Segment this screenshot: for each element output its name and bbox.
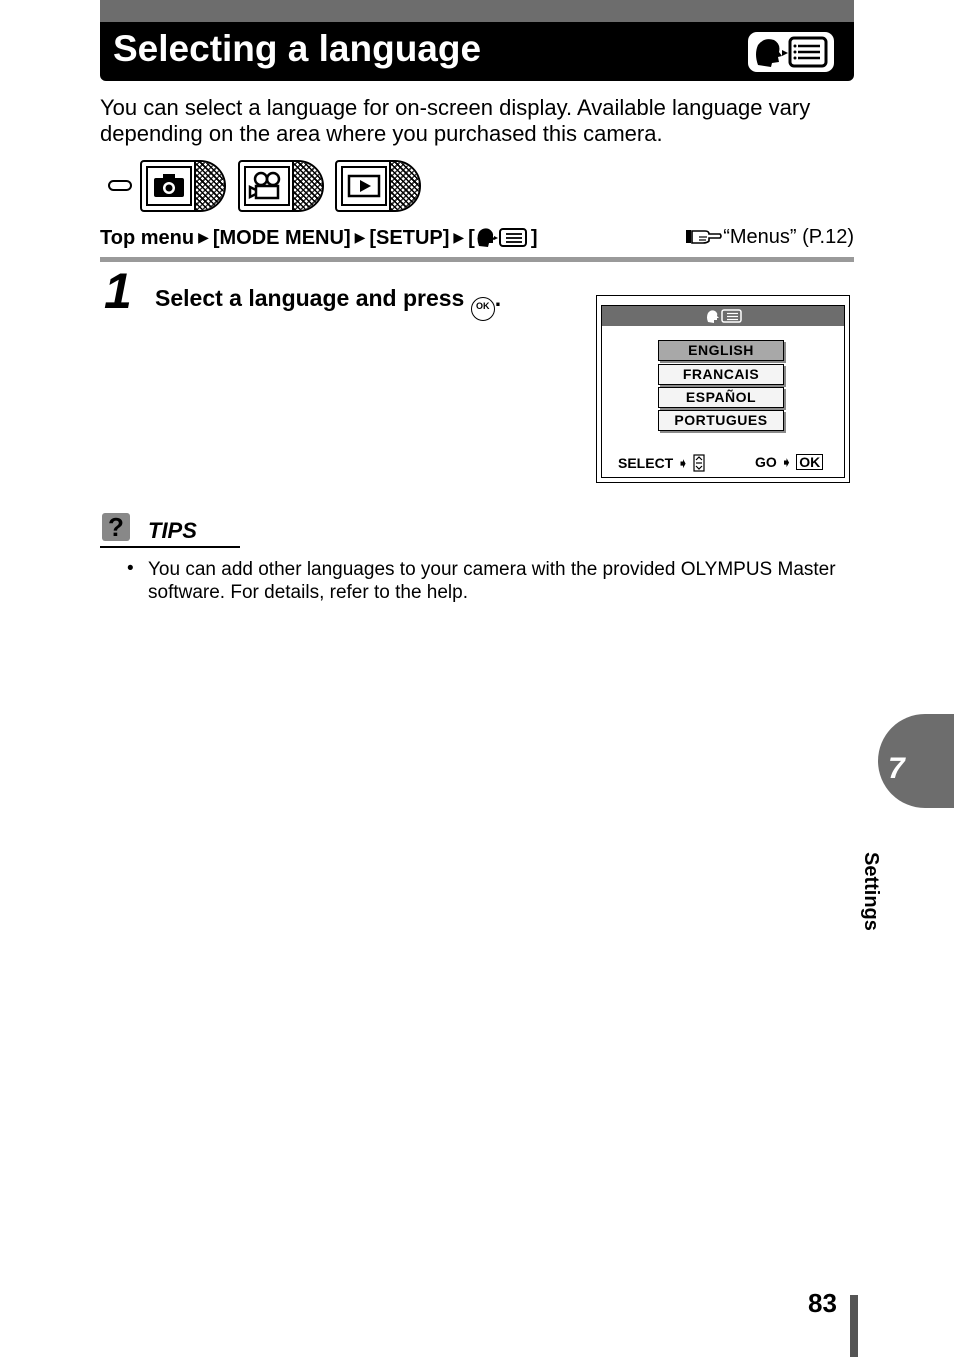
step-number: 1 xyxy=(104,263,132,319)
chapter-label xyxy=(860,808,932,931)
tips-heading: TIPS xyxy=(148,518,197,543)
step-period: . xyxy=(494,285,502,311)
lcd-frame xyxy=(601,305,845,478)
arrow-right-icon: ▶ xyxy=(354,229,366,245)
page-number: 83 xyxy=(808,1288,837,1318)
mode-movie xyxy=(238,160,324,212)
intro-paragraph: You can select a language for on-screen display. Available language vary depending on the area where you purchased this camera. xyxy=(100,95,811,146)
nav-setup: [SETUP] xyxy=(369,227,450,249)
arrow-right-icon: ➧ xyxy=(677,455,689,471)
language-icon xyxy=(706,309,744,323)
lcd-header xyxy=(602,306,844,326)
lcd-select-hint xyxy=(618,454,705,472)
section-divider xyxy=(100,257,854,262)
tips-underline xyxy=(100,546,240,548)
title-bar xyxy=(100,0,854,81)
mode-photo xyxy=(140,160,226,212)
step-instruction-text: Select a language and press xyxy=(155,285,465,311)
language-option-portugues[interactable]: PORTUGUES xyxy=(658,410,784,431)
chapter-number: 7 xyxy=(888,752,905,785)
playback-icon xyxy=(343,168,385,204)
lcd-go-hint xyxy=(755,454,823,471)
ok-button-icon: OK xyxy=(471,297,495,321)
mode-playback xyxy=(335,160,421,212)
menus-reference-text: “Menus” (P.12) xyxy=(723,226,854,248)
arrow-buttons-icon xyxy=(693,454,705,472)
chapter-label-text: Settings xyxy=(860,852,882,931)
nav-lang-open: [ xyxy=(468,227,475,249)
nav-mode-menu: [MODE MENU] xyxy=(212,227,351,249)
arrow-right-icon: ➧ xyxy=(780,454,793,470)
lcd-select-label: SELECT xyxy=(618,455,674,471)
language-option-english[interactable]: ENGLISH xyxy=(658,340,784,361)
arrow-right-icon: ▶ xyxy=(198,229,209,245)
camera-icon xyxy=(148,168,190,204)
nav-top-menu: Top menu xyxy=(100,227,195,249)
tips-question-icon: ? xyxy=(102,513,130,541)
movie-icon xyxy=(246,168,288,204)
tips-bullet: • xyxy=(127,558,134,579)
language-icon xyxy=(748,32,834,72)
title-top-stripe xyxy=(100,0,854,22)
ok-button-icon: OK xyxy=(796,454,823,470)
reference-hand-icon xyxy=(685,226,723,246)
camera-lcd-screen xyxy=(596,295,850,483)
menu-path xyxy=(100,226,854,254)
tips-text: You can add other languages to your camera with the provided OLYMPUS Master software. For details, refer to the help. xyxy=(148,559,836,603)
page-number-bar xyxy=(850,1295,858,1357)
language-option-espanol[interactable]: ESPAÑOL xyxy=(658,387,784,408)
menus-reference xyxy=(685,226,854,249)
step-instruction xyxy=(155,285,501,321)
mode-dial xyxy=(108,160,428,214)
arrow-right-icon: ▶ xyxy=(453,229,465,245)
page-title: Selecting a language xyxy=(113,28,482,69)
lcd-go-label: GO xyxy=(755,454,777,470)
language-option-francais[interactable]: FRANCAIS xyxy=(658,364,784,385)
nav-lang-close: ] xyxy=(530,227,538,249)
dial-indicator xyxy=(108,180,132,191)
language-icon xyxy=(475,226,531,248)
